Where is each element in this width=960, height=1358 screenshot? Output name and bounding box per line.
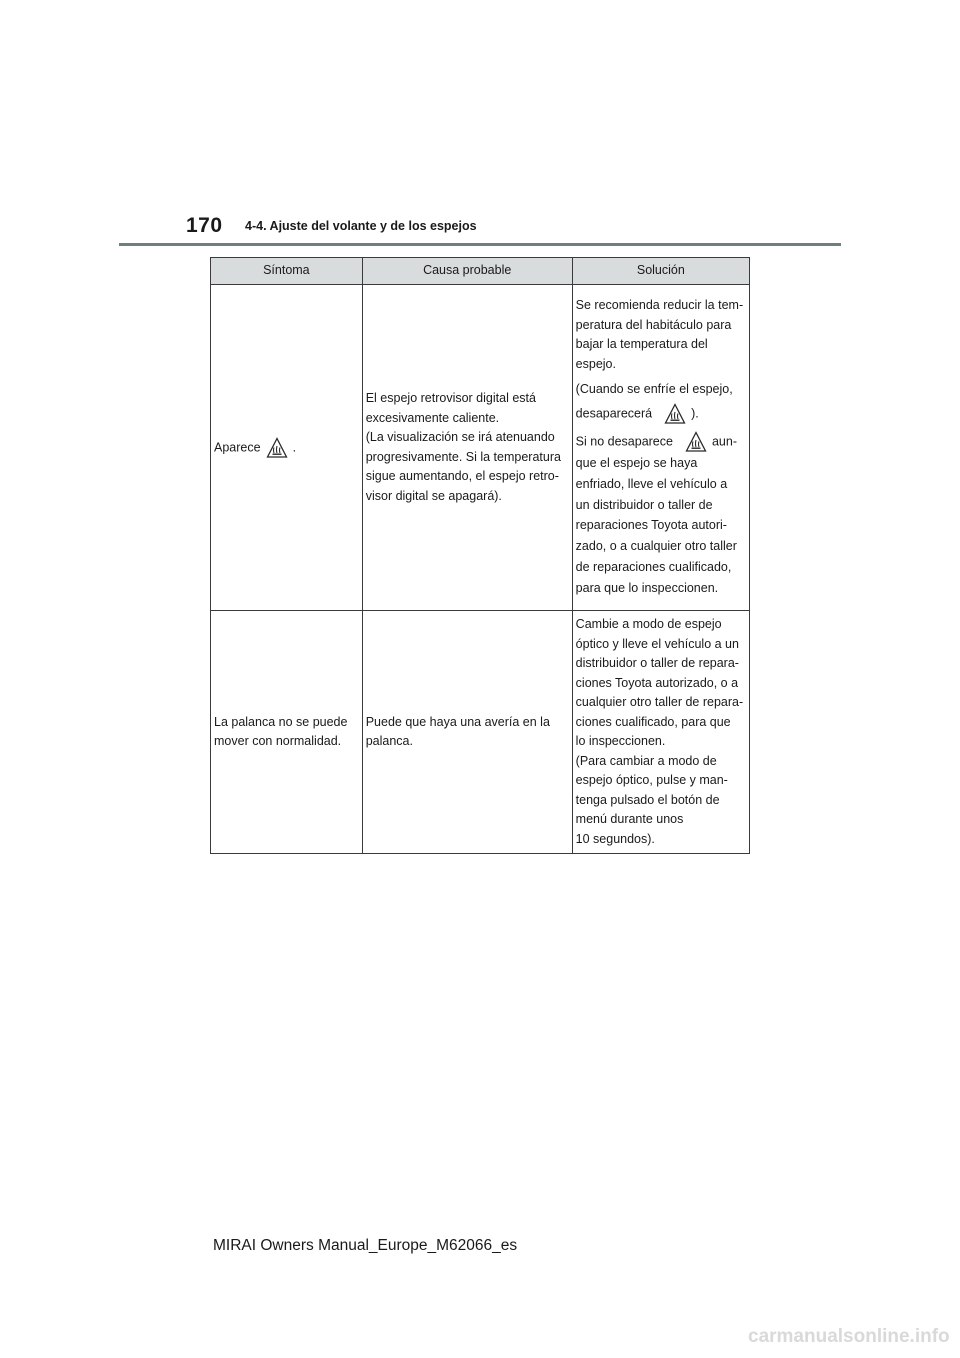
symptom-line: La palanca no se puede [214, 714, 348, 729]
section-title: 4-4. Ajuste del volante y de los espejos [245, 219, 477, 233]
solution-line: óptico y lleve el vehículo a un [575, 636, 739, 651]
solution-line: reparaciones Toyota autori- [575, 518, 727, 533]
solution-text-before-icon: Si no desaparece [575, 434, 673, 449]
solution-line: distribuidor o taller de repara- [575, 656, 739, 670]
solution-text-after-icon: aun- [711, 434, 737, 449]
solution-line: cualquier otro taller de repara- [575, 695, 744, 709]
solution-cell [572, 611, 749, 854]
solution-line-with-icon [576, 431, 746, 453]
solution-line: peratura del habitáculo para [575, 317, 732, 332]
solution-line: (Para cambiar a modo de [575, 753, 717, 768]
solution-line: de reparaciones cualificado, [575, 559, 732, 574]
solution-line: un distribuidor o taller de [575, 497, 713, 512]
mirror-heat-warning-icon [685, 431, 707, 453]
symptom-cell [211, 611, 363, 854]
solution-text-after-icon: ). [691, 406, 699, 421]
solution-line: lo inspeccionen. [575, 734, 666, 748]
symptom-line: mover con normalidad. [214, 734, 342, 748]
watermark: carmanualsonline.info [748, 1326, 950, 1347]
solution-text-before-icon: desaparecerá [575, 406, 653, 421]
cause-line: sigue aumentando, el espejo retro- [365, 469, 559, 483]
symptom-text-after: . [292, 439, 297, 454]
table-row [211, 285, 750, 611]
solution-cell [572, 285, 749, 611]
solution-line: bajar la temperatura del [575, 337, 708, 352]
cause-line: progresivamente. Si la temperatura [365, 449, 561, 464]
column-header-cause: Causa probable [362, 258, 572, 285]
column-header-solution: Solución [572, 258, 749, 285]
symptom-cell [211, 285, 363, 611]
solution-line: ciones Toyota autorizado, o a [575, 675, 739, 690]
cause-cell [362, 611, 572, 854]
solution-line-with-icon [576, 403, 746, 425]
cause-line: excesivamente caliente. [365, 410, 500, 425]
solution-line: menú durante unos [575, 812, 684, 826]
solution-line: (Cuando se enfríe el espejo, [575, 382, 733, 397]
page-number: 170 [186, 214, 223, 237]
solution-line: espejo óptico, pulse y man- [575, 773, 728, 787]
solution-line: ciones cualificado, para que [575, 714, 731, 729]
troubleshooting-table [210, 257, 750, 854]
solution-line: espejo. [575, 356, 616, 371]
table-row [211, 611, 750, 854]
cause-line: Puede que haya una avería en la [365, 714, 550, 729]
header-rule [119, 243, 841, 246]
solution-line: para que lo inspeccionen. [575, 580, 719, 595]
mirror-heat-warning-icon [266, 437, 288, 459]
footer-text: MIRAI Owners Manual_Europe_M62066_es [213, 1237, 518, 1254]
solution-line: que el espejo se haya [575, 455, 698, 470]
cause-line: palanca. [365, 734, 413, 748]
mirror-heat-warning-icon [664, 403, 686, 425]
solution-line: 10 segundos). [575, 831, 655, 846]
solution-line: Cambie a modo de espejo [575, 617, 722, 631]
cause-cell [362, 285, 572, 611]
column-header-symptom: Síntoma [211, 258, 363, 285]
solution-line: tenga pulsado el botón de [575, 792, 720, 807]
cause-line: (La visualización se irá atenuando [365, 430, 555, 444]
cause-line: El espejo retrovisor digital está [365, 391, 536, 405]
solution-line: Se recomienda reducir la tem- [575, 298, 744, 313]
solution-line: zado, o a cualquier otro taller [575, 539, 737, 554]
symptom-text-before: Aparece [214, 439, 261, 454]
cause-line: visor digital se apagará). [365, 488, 502, 503]
solution-line: enfriado, lleve el vehículo a [575, 476, 728, 491]
table-header-row [211, 258, 750, 285]
